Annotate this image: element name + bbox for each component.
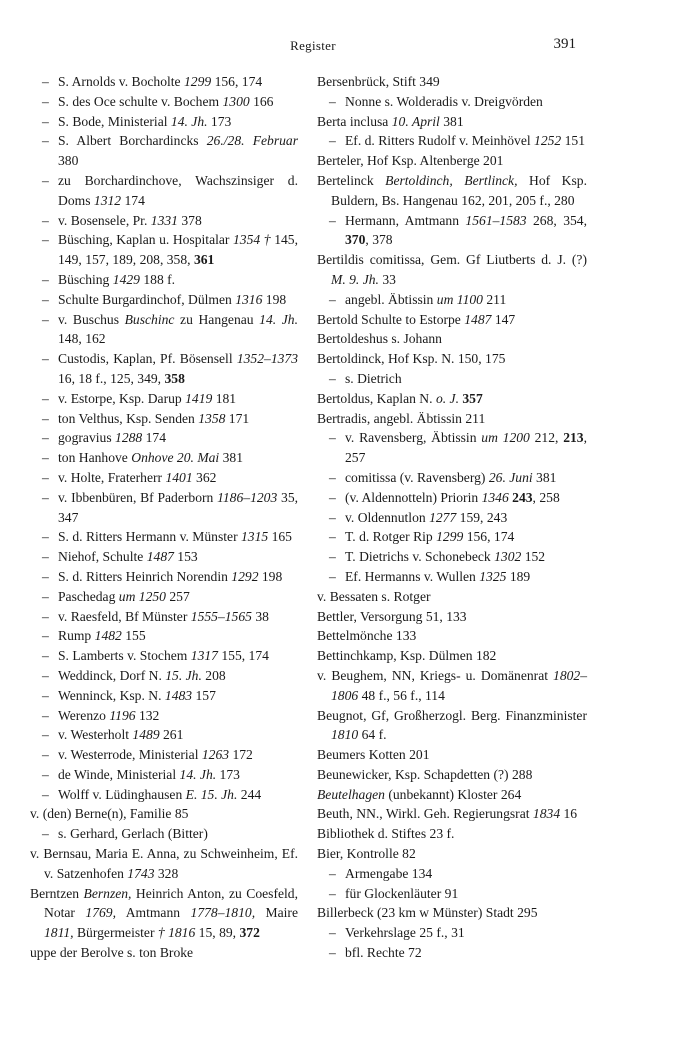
index-entry: Bertoldeshus s. Johann	[317, 331, 442, 347]
index-entry: Berta inclusa 10. April 381	[317, 113, 464, 129]
index-entry: – v. Buschus Buschinc zu Hangenau 14. Jh. 148, 162	[42, 311, 298, 347]
index-entry: – Ef. d. Ritters Rudolf v. Meinhövel 1252 151	[329, 133, 586, 149]
index-entry: – Hermann, Amtmann 1561–1583 268, 354, 370, 378	[329, 212, 587, 248]
index-entry: – v. Westerholt 1489 261	[42, 727, 184, 743]
index-entry: – s. Gerhard, Gerlach (Bitter)	[42, 826, 208, 842]
index-entry: – S. Albert Borchardincks 26./28. Februar 380	[42, 133, 298, 169]
index-entry: – gogravius 1288 174	[42, 430, 166, 446]
index-entry: – zu Borchardinchove, Wachszinsiger d. Doms 1312 174	[42, 172, 298, 208]
index-entry: – Verkehrslage 25 f., 31	[329, 925, 465, 941]
index-entry: Bertoldinck, Hof Ksp. N. 150, 175	[317, 351, 506, 367]
index-entry: – v. Westerrode, Ministerial 1263 172	[42, 747, 253, 763]
index-entry: – bfl. Rechte 72	[329, 945, 422, 961]
index-entry: – ton Velthus, Ksp. Senden 1358 171	[42, 410, 250, 426]
index-entry: Beutelhagen (unbekannt) Kloster 264	[317, 786, 522, 802]
index-entry: – Büsching, Kaplan u. Hospitalar 1354 † 145, 149, 157, 189, 208, 358, 361	[42, 232, 298, 268]
index-entry: Bettelmönche 133	[317, 628, 417, 644]
index-entry: Bersenbrück, Stift 349	[317, 74, 440, 89]
index-entry: – v. Holte, Fraterherr 1401 362	[42, 469, 217, 485]
running-title: Register	[290, 38, 336, 53]
index-entry: – Wenninck, Ksp. N. 1483 157	[42, 687, 216, 703]
index-entry: Beunewicker, Ksp. Schapdetten (?) 288	[317, 766, 533, 782]
index-entry: – v. Oldennutlon 1277 159, 243	[329, 509, 508, 525]
index-entry: – v. Ravensberg, Äbtissin um 1200 212, 213, 257	[329, 430, 587, 466]
index-entry: Bettinchkamp, Ksp. Dülmen 182	[317, 648, 497, 664]
index-entry: – Rump 1482 155	[42, 628, 146, 644]
page-header	[0, 38, 700, 58]
index-entry: – Custodis, Kaplan, Pf. Bösensell 1352–1373 16, 18 f., 125, 349, 358	[42, 351, 298, 386]
index-entry: Bertelinck Bertoldinch, Bertlinck, Hof Ksp. Buldern, Bs. Hangenau 162, 201, 205 f., 280	[317, 172, 587, 208]
index-entry: – für Glockenläuter 91	[329, 885, 459, 901]
index-entry: – s. Dietrich	[329, 370, 402, 386]
index-entry: – S. Lamberts v. Stochem 1317 155, 174	[42, 648, 269, 664]
index-column-left	[30, 72, 298, 963]
index-entry: – S. des Oce schulte v. Bochem 1300 166	[42, 93, 274, 109]
index-entry: Beuth, NN., Wirkl. Geh. Regierungsrat 1834 16	[317, 806, 578, 822]
index-entry: – T. d. Rotger Rip 1299 156, 174	[329, 529, 515, 545]
index-entry: – Werenzo 1196 132	[42, 707, 160, 723]
index-entry: – Ef. Hermanns v. Wullen 1325 189	[329, 568, 531, 584]
index-entry: Bettler, Versorgung 51, 133	[317, 608, 467, 624]
page-number: 391	[553, 36, 576, 52]
index-entry: – de Winde, Ministerial 14. Jh. 173	[42, 766, 240, 782]
index-entry: Bertoldus, Kaplan N. o. J. 357	[317, 390, 483, 406]
index-entry: Bibliothek d. Stiftes 23 f.	[317, 826, 455, 842]
index-entry: – Armengabe 134	[329, 865, 433, 881]
index-entry: – Wolff v. Lüdinghausen E. 15. Jh. 244	[42, 786, 262, 802]
index-entry: – S. d. Ritters Heinrich Norendin 1292 198	[42, 568, 283, 584]
index-entry: – Büsching 1429 188 f.	[42, 271, 176, 287]
index-entry: – S. Arnolds v. Bocholte 1299 156, 174	[42, 74, 263, 89]
index-entry: – Nonne s. Wolderadis v. Dreigvörden	[329, 93, 543, 109]
index-entry: – Niehof, Schulte 1487 153	[42, 549, 198, 565]
index-entry: – angebl. Äbtissin um 1100 211	[329, 291, 507, 307]
index-entry: v. Bessaten s. Rotger	[317, 588, 431, 604]
index-entry: Bertildis comitissa, Gem. Gf Liutberts d. J. (?) M. 9. Jh. 33	[317, 252, 587, 287]
index-entry: – Schulte Burgardinchof, Dülmen 1316 198	[42, 291, 287, 307]
index-entry: v. Bernsau, Maria E. Anna, zu Schweinheim, Ef. v. Satzenhofen 1743 328	[30, 846, 298, 881]
index-entry: Beugnot, Gf, Großherzogl. Berg. Finanzminister 1810 64 f.	[317, 707, 587, 743]
index-entry: – S. d. Ritters Hermann v. Münster 1315 165	[42, 529, 292, 545]
index-entry: Berntzen Bernzen, Heinrich Anton, zu Coesfeld, Notar 1769, Amtmann 1778–1810, Maire 1811, Bürgermeister † 1816 15, 89, 372	[30, 885, 298, 941]
index-entry: – comitissa (v. Ravensberg) 26. Juni 381	[329, 469, 557, 485]
index-entry: Bertold Schulte to Estorpe 1487 147	[317, 311, 516, 327]
index-entry: – ton Hanhove Onhove 20. Mai 381	[42, 450, 244, 466]
index-entry: – v. Estorpe, Ksp. Darup 1419 181	[42, 390, 237, 406]
index-entry: – v. Bosensele, Pr. 1331 378	[42, 212, 202, 228]
index-entry: Bier, Kontrolle 82	[317, 846, 416, 862]
index-entry: – v. Ibbenbüren, Bf Paderborn 1186–1203 35, 347	[42, 489, 299, 525]
index-column-right	[317, 72, 587, 963]
index-entry: Beumers Kotten 201	[317, 747, 430, 763]
index-entry: – Paschedag um 1250 257	[42, 588, 190, 604]
index-entry: Billerbeck (23 km w Münster) Stadt 295	[317, 905, 538, 921]
index-entry: v. Beughem, NN, Kriegs- u. Domänenrat 1802–1806 48 f., 56 f., 114	[317, 667, 587, 703]
index-entry: Berteler, Hof Ksp. Altenberge 201	[317, 153, 504, 169]
index-entry: – S. Bode, Ministerial 14. Jh. 173	[42, 113, 232, 129]
index-entry: – v. Raesfeld, Bf Münster 1555–1565 38	[42, 608, 269, 624]
index-entry: – T. Dietrichs v. Schonebeck 1302 152	[329, 549, 546, 565]
index-entry: uppe der Berolve s. ton Broke	[30, 945, 194, 961]
index-entry: Bertradis, angebl. Äbtissin 211	[317, 410, 486, 426]
index-entry: v. (den) Berne(n), Familie 85	[30, 806, 189, 822]
index-entry: – (v. Aldennotteln) Priorin 1346 243, 258	[329, 489, 560, 505]
index-entry: – Weddinck, Dorf N. 15. Jh. 208	[42, 667, 226, 683]
